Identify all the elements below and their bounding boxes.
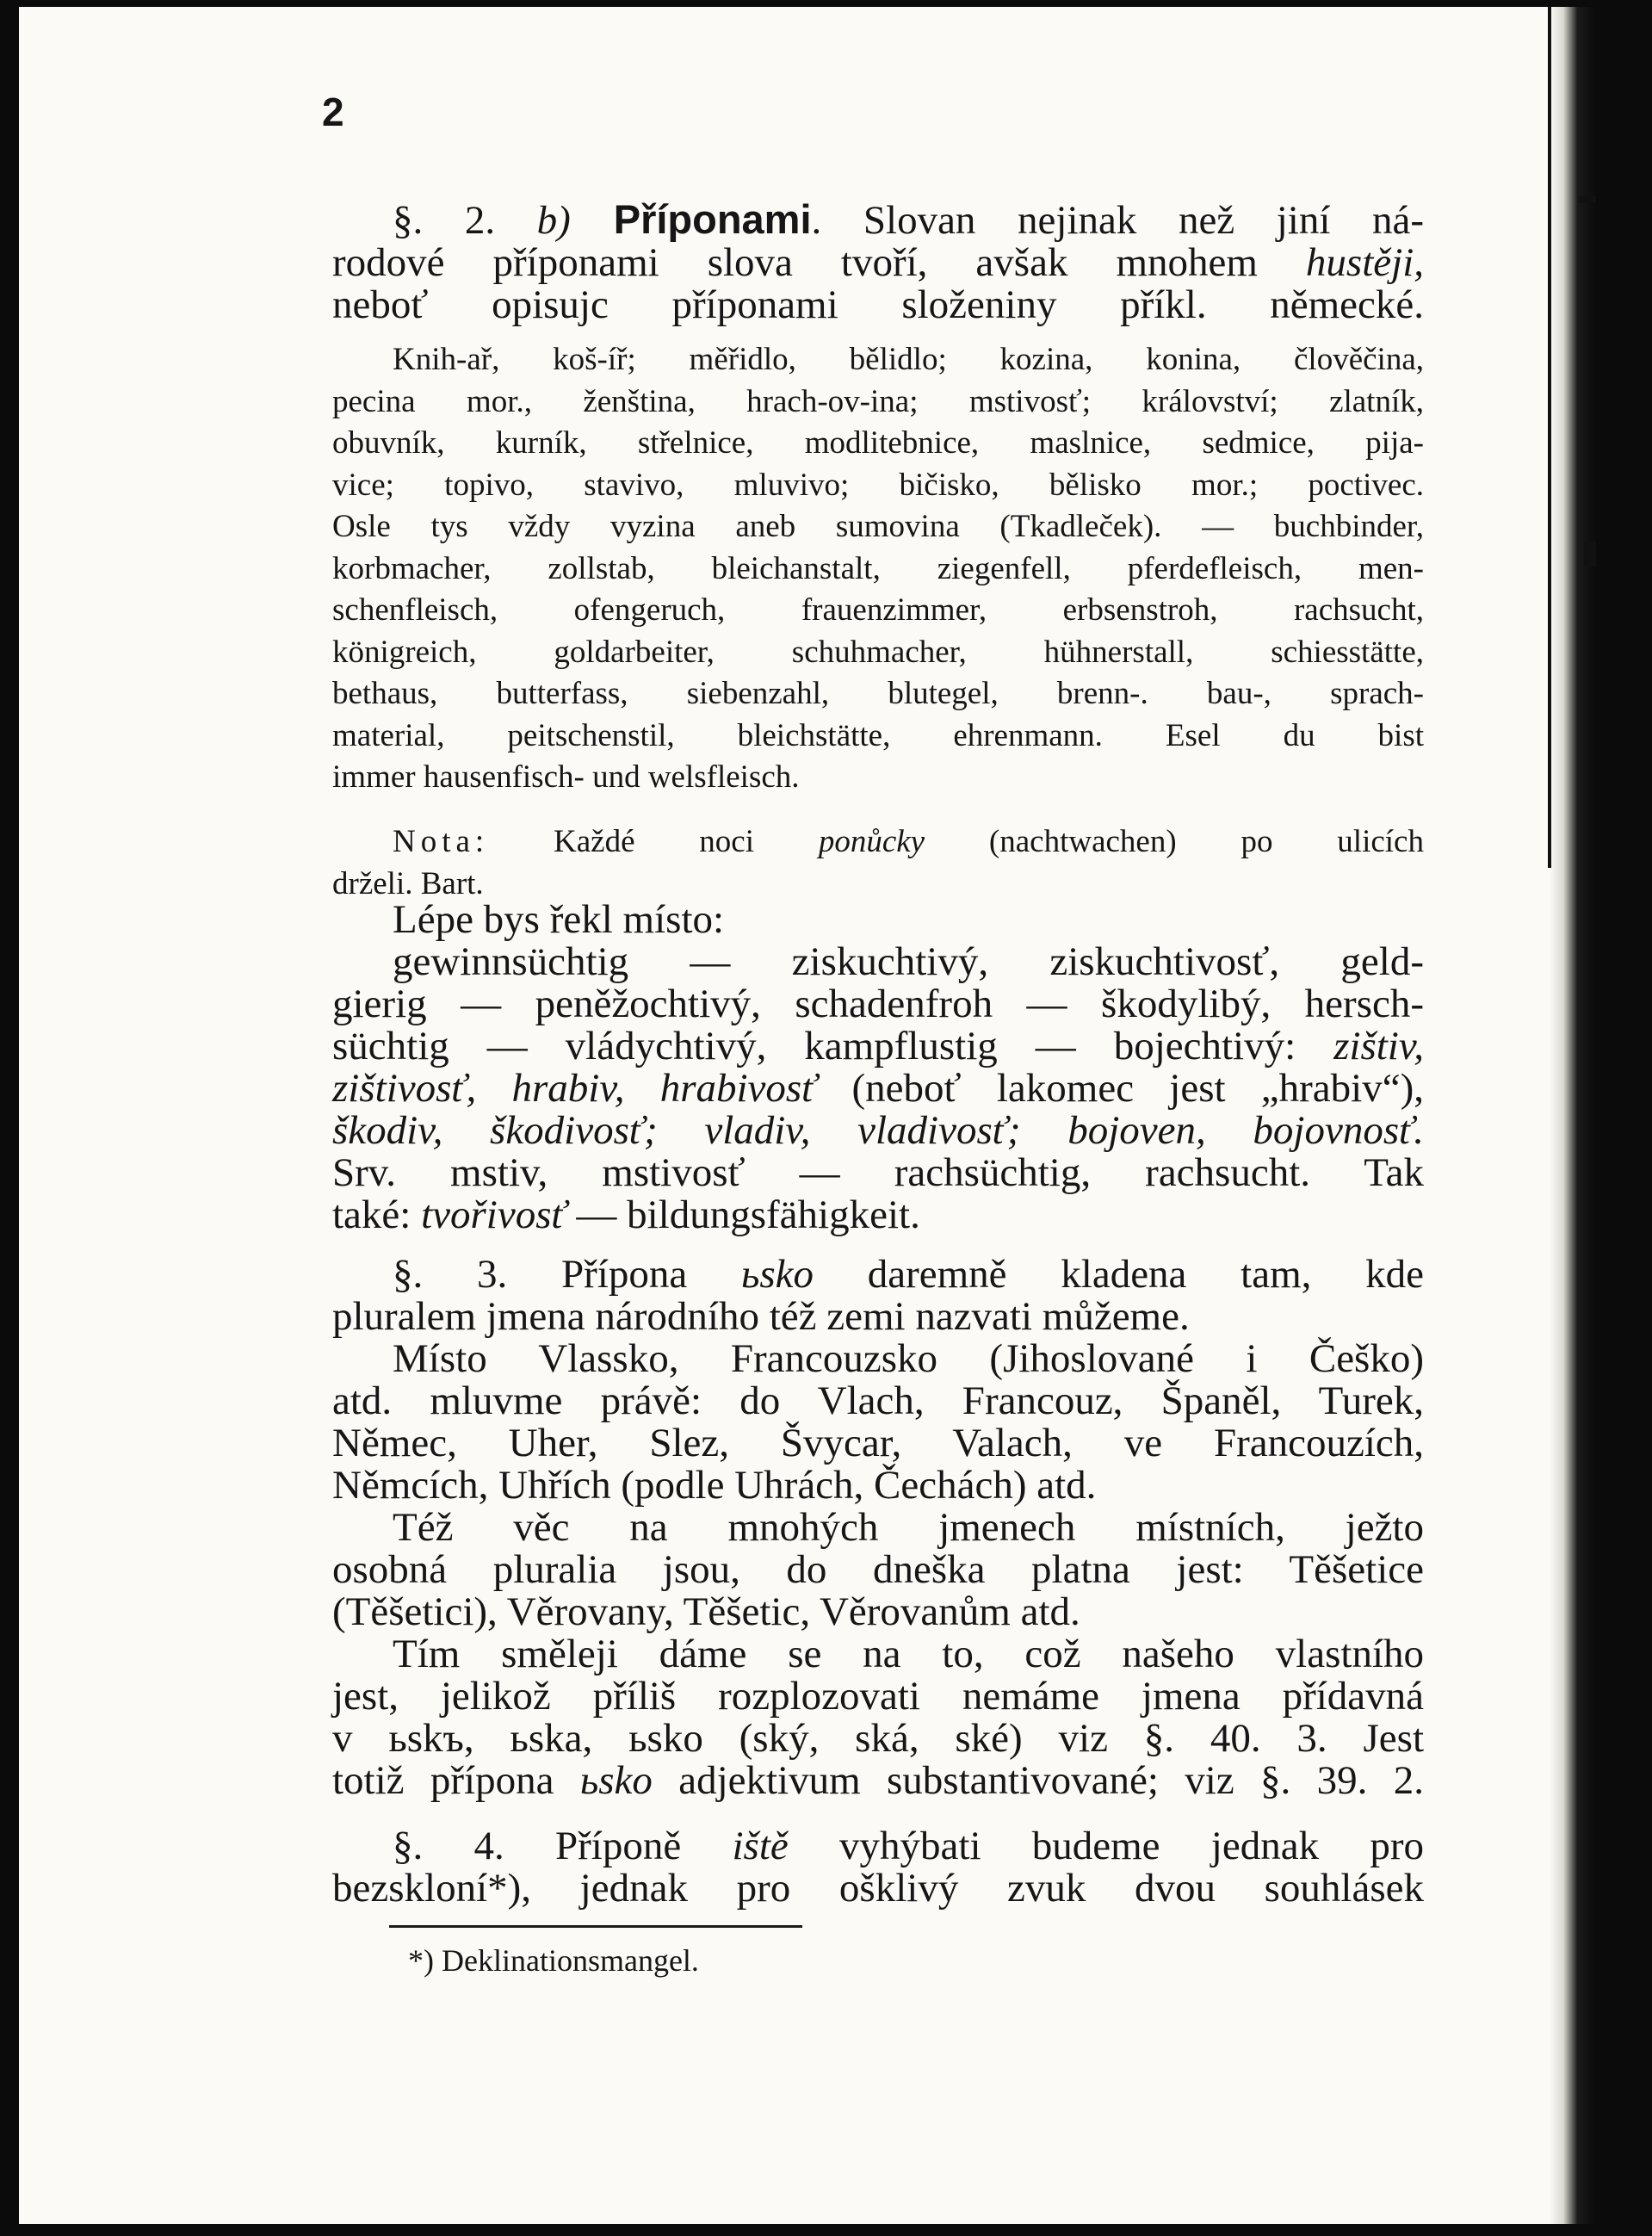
text-line: Němcích, Uhřích (podle Uhrách, Čechách) atd. [332,1463,1097,1508]
text-line: Nota: Každé noci ponůcky (nachtwachen) po ulicích [393,824,1424,859]
nota-label: Nota: [393,824,490,859]
section-4 [332,1825,1424,1910]
text-line: jest, jelikož příliš rozplozovati nemáme jmena přídavná [332,1674,1424,1719]
text-line: §. 3. Přípona ьsko daremně kladena tam, kde [393,1252,1424,1297]
footnote: *) Deklinationsmangel. [408,1943,699,1978]
better-block [332,899,1424,1236]
text-line: immer hausenfisch- und welsfleisch. [332,759,800,795]
text-line: škodiv, škodivosť; vladiv, vladivosť; bojoven, bojovnosť. [332,1108,1424,1153]
text-line: süchtig — vládychtivý, kampflustig — bojechtivý: zištiv, [332,1024,1424,1068]
text-line: Němec, Uher, Slez, Švycar, Valach, ve Francouzích, [332,1421,1424,1465]
text-line: gierig — peněžochtivý, schadenfroh — škodylibý, hersch- [332,982,1424,1026]
scanned-page [19,7,1596,2224]
text-line: korbmacher, zollstab, bleichanstalt, ziegenfell, pferdefleisch, men- [332,550,1424,586]
text-line: Osle tys vždy vyzina aneb sumovina (Tkadleček). — buchbinder, [332,509,1424,544]
text-line: §. 2. b) Příponami. Slovan nejinak než jiní ná- [393,196,1425,243]
edge-mark [1579,196,1596,203]
text-line: (Těšetici), Věrovany, Těšetic, Věrovanům atd. [332,1589,1080,1634]
page-edge-shadow [1550,7,1596,2224]
text-line: neboť opisujc příponami složeniny příkl. německé. [332,282,1424,327]
text-line: také: tvořivosť — bildungsfähigkeit. [332,1192,920,1237]
text-line: obuvník, kurník, střelnice, modlitebnice, maslnice, sedmice, pija- [332,425,1424,461]
text-line: Též věc na mnohých jmenech místních, ježto [393,1505,1424,1550]
edge-mark [1584,541,1596,567]
text-line: pluralem jmena národního též zemi nazvati můžeme. [332,1294,1190,1339]
text-line: gewinnsüchtig — ziskuchtivý, ziskuchtivosť, geld- [393,939,1424,984]
text-line: Srv. mstiv, mstivosť — rachsüchtig, rachsucht. Tak [332,1150,1424,1195]
section-3 [332,1254,1424,1802]
section-2-intro [332,198,1424,326]
text-line: Místo Vlassko, Francouzsko (Jihoslované i Češko) [393,1336,1424,1381]
text-line: §. 4. Příponě iště vyhýbati budeme jednak pro [393,1824,1424,1868]
text-line: bethaus, butterfass, siebenzahl, blutegel, brenn-. bau-, sprach- [332,676,1424,711]
footnote-divider [389,1925,802,1928]
text-line: drželi. Bart. [332,865,484,901]
text-line: pecina mor., ženština, hrach-ov-ina; mstivosť; království; zlatník, [332,383,1424,419]
section-heading: Příponami [570,196,812,242]
text-line: königreich, goldarbeiter, schuhmacher, hühnerstall, schiesstätte, [332,634,1424,670]
text-line: zištivosť, hrabiv, hrabivosť (neboť lakomec jest „hrabiv“), [332,1066,1424,1111]
text-line: v ьskъ, ьska, ьsko (ský, ská, ské) viz §. 40. 3. Jest [332,1716,1424,1761]
text-line: Tím směleji dáme se na to, což našeho vlastního [393,1632,1424,1676]
text-line: osobná pluralia jsou, do dneška platna jest: Těšetice [332,1547,1424,1592]
text-line: material, peitschenstil, bleichstätte, ehrenmann. Esel du bist [332,717,1424,753]
text-line: vice; topivo, stavivo, mluvivo; bičisko, bělisko mor.; poctivec. [332,467,1424,503]
text-line: atd. mluvme právě: do Vlach, Francouz, Španěl, Turek, [332,1378,1424,1423]
text-line: Knih-ař, koš-íř; měřidlo, bělidlo; kozina, konina, člověčina, [393,342,1424,377]
text-line: totiž přípona ьsko adjektivum substantivované; viz §. 39. 2. [332,1758,1424,1803]
text-line: bezskloní*), jednak pro ošklivý zvuk dvou souhlásek [332,1866,1424,1911]
page-number: 2 [322,90,344,134]
text-line: Lépe bys řekl místo: [393,897,725,942]
page-edge-line [1548,7,1551,868]
examples-block [332,339,1424,799]
text-line: schenfleisch, ofengeruch, frauenzimmer, erbsenstroh, rachsucht, [332,592,1424,628]
text-line: rodové příponami slova tvoří, avšak mnohem hustěji, [332,240,1424,285]
nota-block [332,821,1424,905]
